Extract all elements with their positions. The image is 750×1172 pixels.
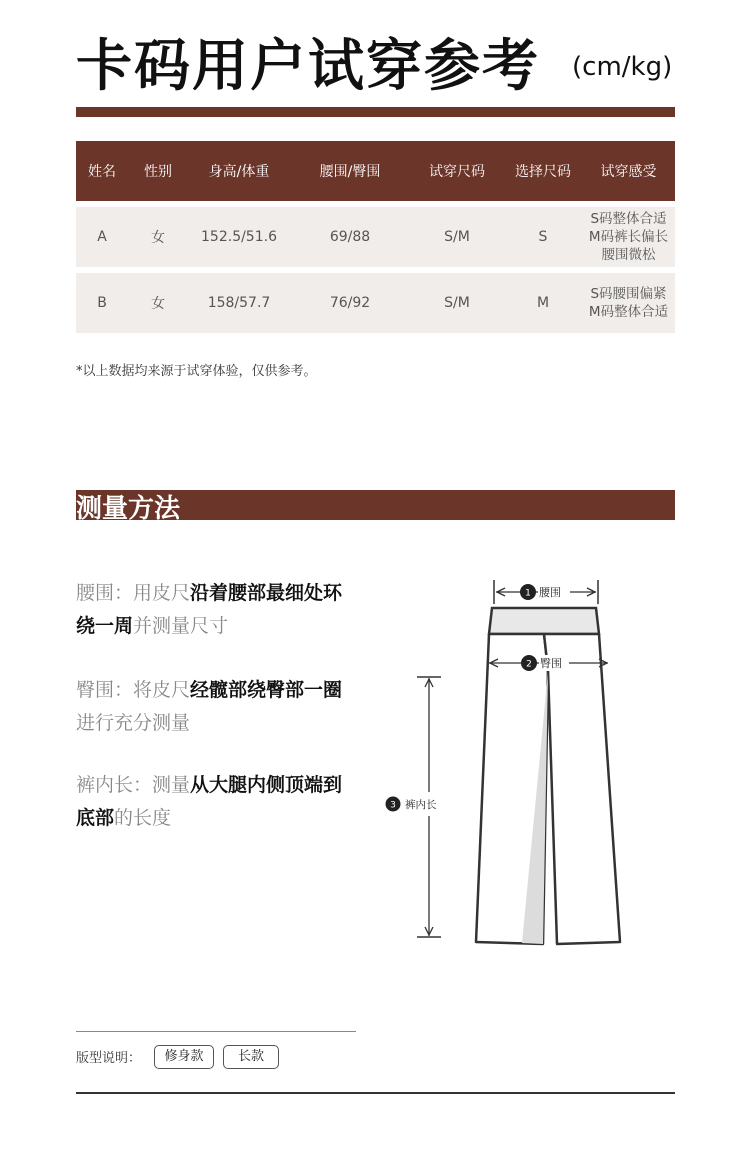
feel-line: M码裤长偏长 bbox=[588, 229, 669, 245]
cell-chosen-size: M bbox=[504, 267, 582, 333]
feel-line: S码腰围偏紧 bbox=[590, 286, 667, 302]
header-name: 姓名 bbox=[76, 141, 128, 201]
method-plain: 的长度 bbox=[114, 807, 172, 829]
method-label: 裤内长： bbox=[76, 774, 153, 796]
inseam-label: 裤内长 bbox=[405, 799, 437, 811]
header-try-size: 试穿尺码 bbox=[410, 141, 504, 201]
method-bold: 从大腿内侧顶端到底部 bbox=[76, 774, 343, 829]
method-inseam bbox=[76, 769, 346, 835]
cell-gender: 女 bbox=[128, 201, 188, 267]
method-bold: 沿着腰部最细处环绕一周 bbox=[76, 582, 343, 637]
feel-line: S码整体合适 bbox=[590, 211, 667, 227]
method-waist bbox=[76, 577, 346, 643]
hip-label: 臀围 bbox=[540, 657, 562, 670]
feel-line: M码整体合适 bbox=[588, 304, 669, 320]
bottom-rule bbox=[76, 1092, 675, 1094]
pants-waistband bbox=[489, 608, 599, 634]
size-table bbox=[76, 141, 675, 333]
method-label: 臀围： bbox=[76, 679, 134, 701]
method-hip bbox=[76, 674, 346, 740]
header-gender: 性别 bbox=[128, 141, 188, 201]
header-feel: 试穿感受 bbox=[582, 141, 675, 201]
marker-2-number: 2 bbox=[526, 659, 532, 670]
cell-height-weight: 158/57.7 bbox=[188, 267, 290, 333]
method-plain: 并测量尺寸 bbox=[133, 615, 229, 637]
method-bold: 经髋部绕臀部一圈 bbox=[190, 679, 343, 701]
marker-1-number: 1 bbox=[525, 588, 531, 599]
unit-label: (cm/kg) bbox=[572, 52, 673, 82]
tag-long: 长款 bbox=[223, 1045, 279, 1069]
tag-slim-fit: 修身款 bbox=[154, 1045, 214, 1069]
pants-measurement-diagram bbox=[370, 570, 670, 960]
cell-waist-hip: 69/88 bbox=[290, 201, 410, 267]
cell-try-size: S/M bbox=[410, 267, 504, 333]
cell-try-size: S/M bbox=[410, 201, 504, 267]
method-plain: 测量 bbox=[152, 774, 191, 796]
cell-name: A bbox=[76, 201, 128, 267]
table-header-row bbox=[76, 141, 675, 201]
feel-line: 腰围微松 bbox=[601, 247, 656, 263]
disclaimer-note: *以上数据均来源于试穿体验，仅供参考。 bbox=[76, 364, 317, 379]
table-row bbox=[76, 201, 675, 267]
cell-feel bbox=[582, 267, 675, 333]
header-chosen-size: 选择尺码 bbox=[504, 141, 582, 201]
waist-label: 腰围 bbox=[539, 586, 561, 599]
cell-feel bbox=[582, 201, 675, 267]
method-plain: 用皮尺 bbox=[133, 582, 191, 604]
method-label: 腰围： bbox=[76, 582, 134, 604]
method-plain: 进行充分测量 bbox=[76, 712, 191, 734]
pants-right-leg bbox=[544, 634, 620, 944]
section-title: 测量方法 bbox=[76, 494, 181, 524]
style-divider bbox=[76, 1031, 356, 1032]
cell-chosen-size: S bbox=[504, 201, 582, 267]
marker-3-number: 3 bbox=[390, 800, 396, 811]
style-label: 版型说明： bbox=[76, 1051, 142, 1066]
title-divider-bar bbox=[76, 107, 675, 117]
method-plain: 将皮尺 bbox=[133, 679, 191, 701]
page-title: 卡码用户试穿参考 bbox=[76, 34, 540, 99]
header-height-weight: 身高/体重 bbox=[188, 141, 290, 201]
header-waist-hip: 腰围/臀围 bbox=[290, 141, 410, 201]
table-row bbox=[76, 267, 675, 333]
cell-gender: 女 bbox=[128, 267, 188, 333]
cell-height-weight: 152.5/51.6 bbox=[188, 201, 290, 267]
cell-waist-hip: 76/92 bbox=[290, 267, 410, 333]
cell-name: B bbox=[76, 267, 128, 333]
